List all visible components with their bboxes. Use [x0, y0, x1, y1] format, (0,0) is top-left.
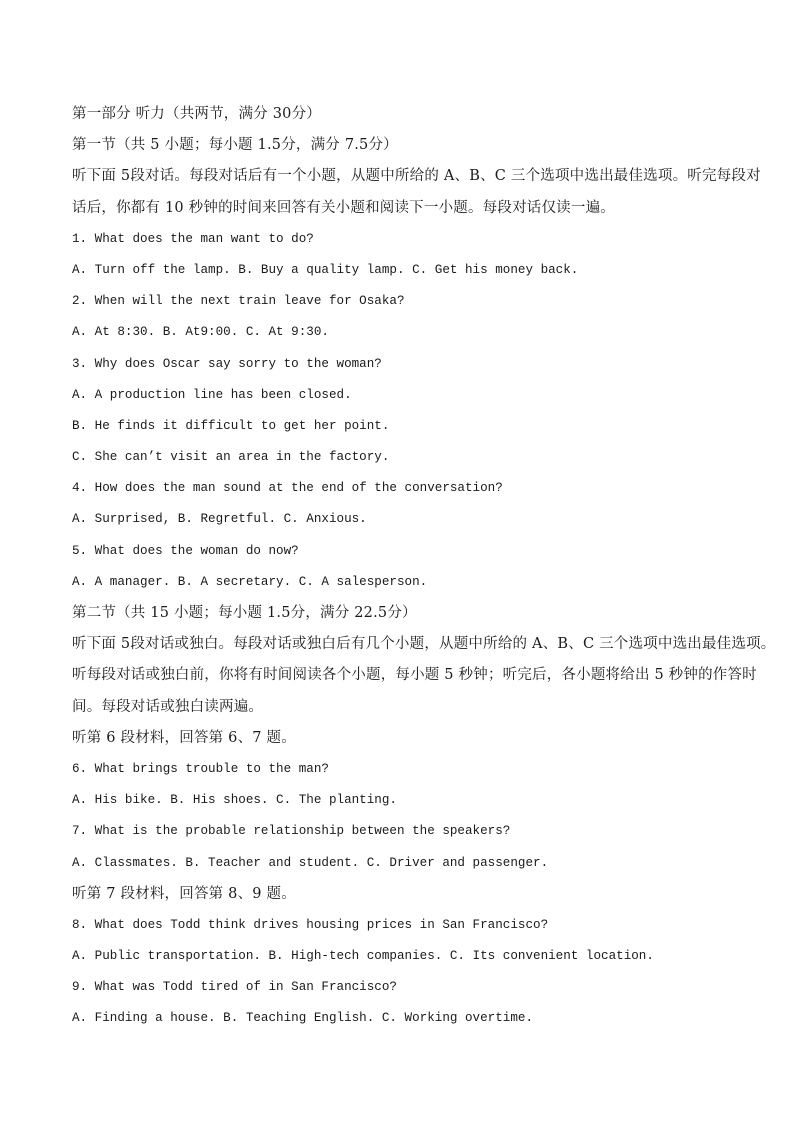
part-two-instructions-line-1: 听下面 5段对话或独白。每段对话或独白后有几个小题，从题中所给的 A、B、C 三个选项中选出最佳选项。 [72, 636, 776, 653]
exam-page [72, 99, 776, 1035]
question-3: 3. Why does Oscar say sorry to the woman? [72, 356, 382, 371]
question-7-options: A. Classmates. B. Teacher and student. C. Driver and passenger. [72, 855, 549, 870]
part-one-instructions-line-1: 听下面 5段对话。每段对话后有一个小题，从题中所给的 A、B、C 三个选项中选出最佳选项。听完每段对 [72, 168, 761, 185]
question-5-options: A. A manager. B. A secretary. C. A salesperson. [72, 574, 428, 589]
question-1: 1. What does the man want to do? [72, 231, 314, 246]
question-3-option-b: B. He finds it difficult to get her point. [72, 418, 390, 433]
question-4-options: A. Surprised, B. Regretful. C. Anxious. [72, 512, 367, 527]
question-9-options: A. Finding a house. B. Teaching English. C. Working overtime. [72, 1011, 534, 1026]
question-1-options: A. Turn off the lamp. B. Buy a quality lamp. C. Get his money back. [72, 262, 579, 277]
question-6-options: A. His bike. B. His shoes. C. The planting. [72, 793, 397, 808]
part-two-instructions-line-3: 间。每段对话或独白读两遍。 [72, 698, 264, 715]
part-two-instructions-line-2: 听每段对话或独白前，你将有时间阅读各个小题，每小题 5 秒钟；听完后，各小题将给出 5 秒钟的作答时 [72, 667, 757, 684]
material-7-heading: 听第 7 段材料，回答第 8、9 题。 [72, 885, 296, 902]
material-6-heading: 听第 6 段材料，回答第 6、7 题。 [72, 729, 296, 746]
question-3-option-c: C. She can’t visit an area in the factory. [72, 450, 390, 465]
question-8-options: A. Public transportation. B. High-tech companies. C. Its convenient location. [72, 949, 654, 964]
question-5: 5. What does the woman do now? [72, 543, 299, 558]
question-4: 4. How does the man sound at the end of the conversation? [72, 481, 503, 496]
question-8: 8. What does Todd think drives housing prices in San Francisco? [72, 917, 549, 932]
question-3-option-a: A. A production line has been closed. [72, 387, 352, 402]
question-7: 7. What is the probable relationship between the speakers? [72, 824, 511, 839]
question-2-options: A. At 8:30. B. At9:00. C. At 9:30. [72, 325, 329, 340]
part-two-heading: 第二节（共 15 小题；每小题 1.5分，满分 22.5分） [72, 605, 417, 621]
part-one-heading: 第一节（共 5 小题；每小题 1.5分，满分 7.5分） [72, 137, 398, 154]
question-9: 9. What was Todd tired of in San Francisco? [72, 980, 397, 995]
question-2: 2. When will the next train leave for Osaka? [72, 294, 405, 309]
question-6: 6. What brings trouble to the man? [72, 761, 329, 776]
part-one-instructions-line-2: 话后，你都有 10 秒钟的时间来回答有关小题和阅读下一小题。每段对话仅读一遍。 [72, 199, 615, 216]
section-one-heading: 第一部分 听力（共两节，满分 30分） [72, 106, 321, 122]
